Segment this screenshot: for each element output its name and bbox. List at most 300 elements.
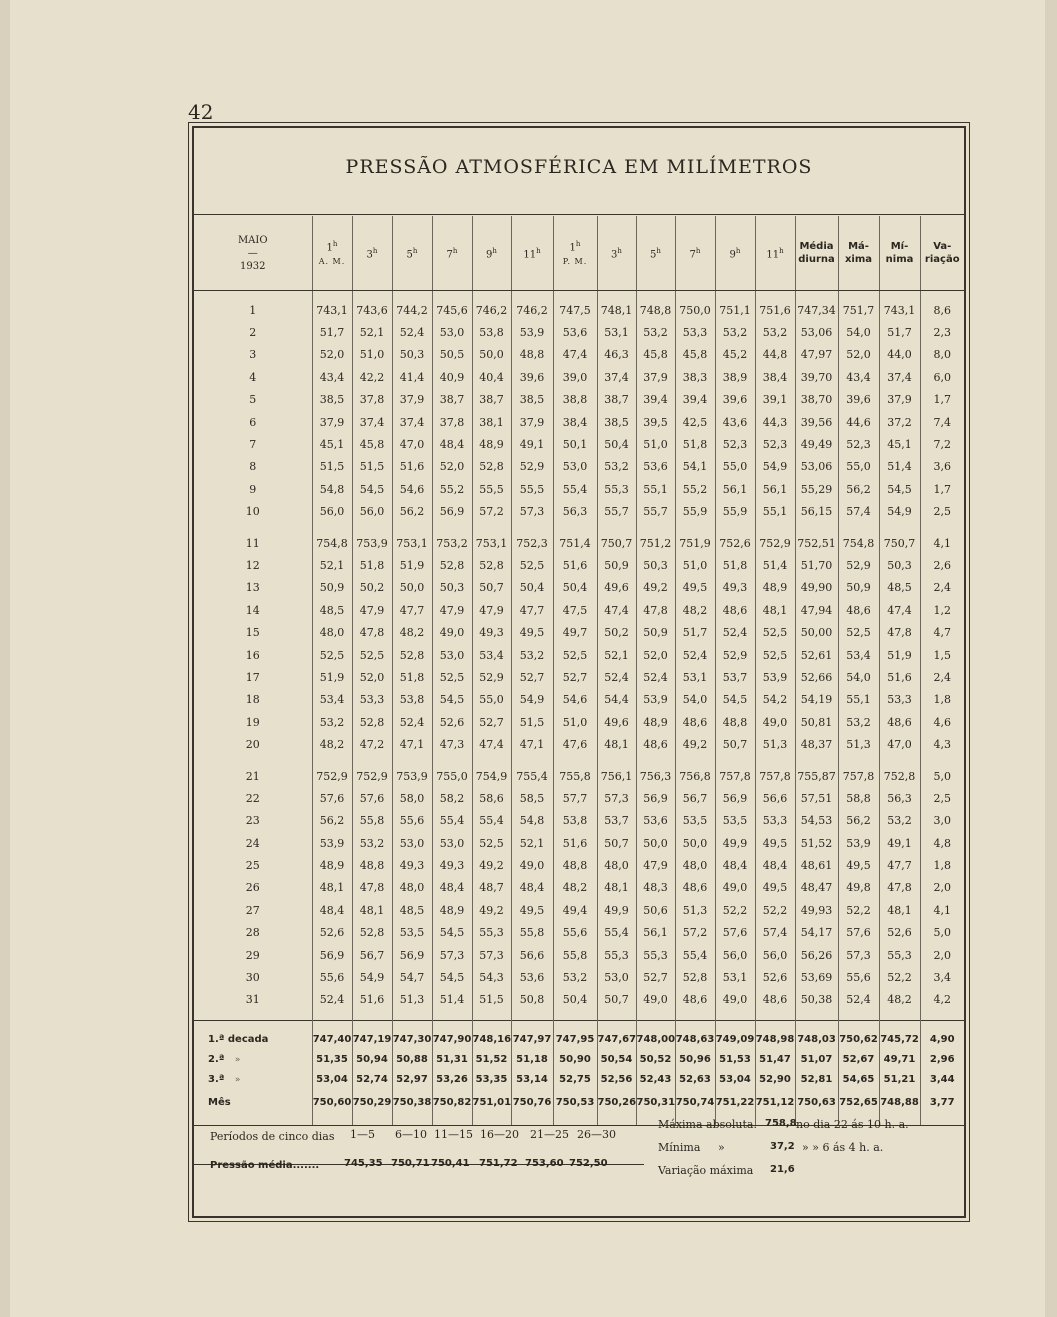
value-cell: 57,2 bbox=[472, 501, 511, 523]
value-cell: 48,8 bbox=[511, 344, 553, 366]
value-cell: 757,8 bbox=[838, 765, 879, 787]
spacer-cell bbox=[879, 1011, 920, 1021]
value-cell: 49,3 bbox=[432, 854, 472, 876]
value-cell: 50,0 bbox=[392, 577, 432, 599]
decade-value: 748,16 bbox=[472, 1021, 511, 1050]
value-cell: 47,4 bbox=[597, 599, 636, 621]
spacer-cell bbox=[511, 523, 553, 532]
value-cell: 7,2 bbox=[920, 433, 964, 455]
value-cell: 753,9 bbox=[392, 765, 432, 787]
decade-value: 748,00 bbox=[636, 1021, 675, 1050]
value-cell: 48,37 bbox=[795, 733, 838, 755]
value-cell: 55,8 bbox=[553, 944, 597, 966]
value-cell: 51,0 bbox=[636, 433, 675, 455]
value-cell: 54,0 bbox=[675, 689, 715, 711]
value-cell: 55,3 bbox=[597, 944, 636, 966]
table-row bbox=[194, 854, 964, 876]
value-cell: 752,3 bbox=[511, 532, 553, 554]
value-cell: 4,8 bbox=[920, 832, 964, 854]
value-cell: 49,4 bbox=[553, 899, 597, 921]
value-cell: 48,6 bbox=[675, 877, 715, 899]
decade-value: 748,03 bbox=[795, 1021, 838, 1050]
decade-label-cell bbox=[194, 1069, 312, 1089]
value-cell: 52,5 bbox=[755, 621, 795, 643]
value-cell: 49,49 bbox=[795, 433, 838, 455]
hour-suffix: h bbox=[575, 240, 581, 249]
value-cell: 52,6 bbox=[755, 966, 795, 988]
value-cell: 48,2 bbox=[879, 989, 920, 1011]
hour-suffix: h bbox=[412, 246, 418, 255]
spacer-cell bbox=[715, 523, 755, 532]
value-cell: 52,2 bbox=[838, 899, 879, 921]
value-cell: 744,2 bbox=[392, 299, 432, 321]
value-cell: 49,1 bbox=[511, 433, 553, 455]
value-cell: 39,1 bbox=[755, 389, 795, 411]
value-cell: 48,0 bbox=[675, 854, 715, 876]
value-cell: 5,0 bbox=[920, 765, 964, 787]
day-number: 8 bbox=[249, 460, 257, 474]
value-cell: 751,1 bbox=[715, 299, 755, 321]
hour-header bbox=[312, 216, 352, 291]
day-number: 19 bbox=[245, 715, 260, 729]
value-cell: 47,0 bbox=[392, 433, 432, 455]
value-cell: 52,8 bbox=[675, 966, 715, 988]
spacer-cell bbox=[920, 291, 964, 300]
decade-value: 52,56 bbox=[597, 1069, 636, 1089]
spacer-cell bbox=[194, 1011, 312, 1021]
spacer-cell bbox=[432, 1011, 472, 1021]
value-cell: 48,2 bbox=[312, 733, 352, 755]
day-number: 4 bbox=[249, 370, 257, 384]
value-cell: 40,4 bbox=[472, 366, 511, 388]
period-6: 26—30 bbox=[577, 1128, 616, 1141]
day-number: 6 bbox=[249, 415, 257, 429]
value-cell: 50,8 bbox=[511, 989, 553, 1011]
value-cell: 57,4 bbox=[838, 501, 879, 523]
day-number: 12 bbox=[245, 558, 260, 572]
decade-value: 53,04 bbox=[715, 1069, 755, 1089]
value-cell: 51,3 bbox=[675, 899, 715, 921]
value-cell: 53,8 bbox=[553, 810, 597, 832]
value-cell: 52,6 bbox=[312, 922, 352, 944]
value-cell: 48,4 bbox=[432, 433, 472, 455]
value-cell: 754,8 bbox=[312, 532, 352, 554]
value-cell: 50,4 bbox=[597, 433, 636, 455]
value-cell: 57,3 bbox=[838, 944, 879, 966]
decade-label: 3.ª bbox=[208, 1073, 225, 1085]
value-cell: 55,7 bbox=[636, 501, 675, 523]
value-cell: 48,6 bbox=[755, 989, 795, 1011]
value-cell: 53,7 bbox=[597, 810, 636, 832]
value-cell: 48,6 bbox=[675, 989, 715, 1011]
value-cell: 48,9 bbox=[472, 433, 511, 455]
value-cell: 52,8 bbox=[392, 644, 432, 666]
spacer-cell bbox=[392, 523, 432, 532]
value-cell: 52,7 bbox=[636, 966, 675, 988]
value-cell: 6,0 bbox=[920, 366, 964, 388]
spacer-row bbox=[194, 523, 964, 532]
hour-number: 9 bbox=[729, 249, 736, 261]
spacer-cell bbox=[553, 291, 597, 300]
decade-value: 50,88 bbox=[392, 1049, 432, 1069]
value-cell: 8,6 bbox=[920, 299, 964, 321]
hour-suffix: h bbox=[372, 246, 378, 255]
value-cell: 1,2 bbox=[920, 599, 964, 621]
value-cell: 50,3 bbox=[879, 554, 920, 576]
value-cell: 49,0 bbox=[511, 854, 553, 876]
hour-suffix: h bbox=[656, 246, 661, 255]
value-cell: 52,2 bbox=[755, 899, 795, 921]
value-cell: 51,8 bbox=[675, 433, 715, 455]
value-cell: 54,5 bbox=[432, 922, 472, 944]
decade-value: 747,95 bbox=[553, 1021, 597, 1050]
spacer-cell bbox=[795, 291, 838, 300]
decade-value: 52,43 bbox=[636, 1069, 675, 1089]
decade-value: 747,90 bbox=[432, 1021, 472, 1050]
value-cell: 47,8 bbox=[352, 877, 392, 899]
value-cell: 51,9 bbox=[392, 554, 432, 576]
spacer-cell bbox=[838, 523, 879, 532]
value-cell: 750,7 bbox=[879, 532, 920, 554]
value-cell: 54,9 bbox=[755, 456, 795, 478]
hour-number: 3 bbox=[611, 249, 618, 261]
spacer-cell bbox=[755, 756, 795, 765]
table-row bbox=[194, 321, 964, 343]
value-cell: 51,3 bbox=[392, 989, 432, 1011]
day-number: 27 bbox=[245, 903, 260, 917]
value-cell: 53,1 bbox=[597, 321, 636, 343]
periods-label: Períodos de cinco dias bbox=[210, 1130, 335, 1143]
value-cell: 55,3 bbox=[597, 478, 636, 500]
value-cell: 51,0 bbox=[553, 711, 597, 733]
value-cell: 39,4 bbox=[636, 389, 675, 411]
value-cell: 47,8 bbox=[879, 877, 920, 899]
value-cell: 57,3 bbox=[472, 944, 511, 966]
value-cell: 53,1 bbox=[675, 666, 715, 688]
value-cell: 56,3 bbox=[879, 787, 920, 809]
spacer-cell bbox=[194, 523, 312, 532]
value-cell: 37,9 bbox=[636, 366, 675, 388]
value-cell: 4,2 bbox=[920, 989, 964, 1011]
value-cell: 55,1 bbox=[636, 478, 675, 500]
value-cell: 52,1 bbox=[597, 644, 636, 666]
value-cell: 55,1 bbox=[755, 501, 795, 523]
value-cell: 54,5 bbox=[432, 966, 472, 988]
decade-label: 2.ª bbox=[208, 1053, 225, 1065]
value-cell: 49,1 bbox=[879, 832, 920, 854]
value-cell: 52,9 bbox=[472, 666, 511, 688]
spacer-cell bbox=[194, 756, 312, 765]
value-cell: 1,8 bbox=[920, 854, 964, 876]
value-cell: 49,0 bbox=[715, 989, 755, 1011]
value-cell: 755,8 bbox=[553, 765, 597, 787]
value-cell: 55,9 bbox=[675, 501, 715, 523]
decade-value: 747,97 bbox=[511, 1021, 553, 1050]
spacer-row bbox=[194, 756, 964, 765]
month-value: 750,53 bbox=[553, 1089, 597, 1115]
decade-value: 50,52 bbox=[636, 1049, 675, 1069]
value-cell: 52,5 bbox=[838, 621, 879, 643]
ditto-mark: » bbox=[234, 1054, 241, 1065]
table-row bbox=[194, 922, 964, 944]
decade-value: 53,35 bbox=[472, 1069, 511, 1089]
value-cell: 48,7 bbox=[472, 877, 511, 899]
day-number: 23 bbox=[245, 814, 260, 828]
value-cell: 55,4 bbox=[432, 810, 472, 832]
value-cell: 4,6 bbox=[920, 711, 964, 733]
value-cell: 56,0 bbox=[352, 501, 392, 523]
decade-value: 50,96 bbox=[675, 1049, 715, 1069]
day-number: 5 bbox=[249, 393, 257, 407]
value-cell: 52,4 bbox=[838, 989, 879, 1011]
hour-number: 1 bbox=[326, 242, 333, 254]
value-cell: 56,26 bbox=[795, 944, 838, 966]
value-cell: 53,5 bbox=[715, 810, 755, 832]
value-cell: 746,2 bbox=[511, 299, 553, 321]
month-value: 750,29 bbox=[352, 1089, 392, 1115]
value-cell: 49,6 bbox=[597, 577, 636, 599]
value-cell: 42,5 bbox=[675, 411, 715, 433]
spacer-cell bbox=[472, 291, 511, 300]
value-cell: 48,6 bbox=[838, 599, 879, 621]
value-cell: 53,4 bbox=[472, 644, 511, 666]
value-cell: 48,2 bbox=[675, 599, 715, 621]
value-cell: 49,5 bbox=[511, 899, 553, 921]
value-cell: 752,9 bbox=[755, 532, 795, 554]
value-cell: 53,3 bbox=[352, 689, 392, 711]
value-cell: 748,8 bbox=[636, 299, 675, 321]
value-cell: 56,9 bbox=[392, 944, 432, 966]
value-cell: 54,9 bbox=[352, 966, 392, 988]
value-cell: 743,6 bbox=[352, 299, 392, 321]
value-cell: 55,1 bbox=[838, 689, 879, 711]
value-cell: 49,5 bbox=[755, 877, 795, 899]
value-cell: 53,2 bbox=[597, 456, 636, 478]
value-cell: 47,9 bbox=[352, 599, 392, 621]
value-cell: 54,6 bbox=[392, 478, 432, 500]
value-cell: 47,5 bbox=[553, 599, 597, 621]
value-cell: 54,19 bbox=[795, 689, 838, 711]
value-cell: 50,81 bbox=[795, 711, 838, 733]
month-value: 750,60 bbox=[312, 1089, 352, 1115]
value-cell: 38,4 bbox=[755, 366, 795, 388]
page-title: PRESSÃO ATMOSFÉRICA EM MILÍMETROS bbox=[345, 156, 813, 178]
value-cell: 53,1 bbox=[715, 966, 755, 988]
value-cell: 51,7 bbox=[879, 321, 920, 343]
max-abs-value: 758,8 bbox=[765, 1118, 797, 1129]
decade-row bbox=[194, 1069, 964, 1089]
day-number: 24 bbox=[245, 836, 260, 850]
value-cell: 48,5 bbox=[312, 599, 352, 621]
pressao-2: 750,71 bbox=[391, 1158, 430, 1169]
value-cell: 52,9 bbox=[511, 456, 553, 478]
value-cell: 49,9 bbox=[715, 832, 755, 854]
pressao-3: 750,41 bbox=[431, 1158, 470, 1169]
value-cell: 45,8 bbox=[636, 344, 675, 366]
value-cell: 5,0 bbox=[920, 922, 964, 944]
value-cell: 51,5 bbox=[352, 456, 392, 478]
table-row bbox=[194, 765, 964, 787]
value-cell: 47,3 bbox=[432, 733, 472, 755]
decade-label-cell bbox=[194, 1049, 312, 1069]
value-cell: 752,6 bbox=[715, 532, 755, 554]
value-cell: 37,9 bbox=[312, 411, 352, 433]
min-note: » » 6 ás 4 h. a. bbox=[802, 1141, 884, 1154]
value-cell: 50,38 bbox=[795, 989, 838, 1011]
decade-value: 49,71 bbox=[879, 1049, 920, 1069]
day-number: 26 bbox=[245, 881, 260, 895]
value-cell: 37,9 bbox=[879, 389, 920, 411]
value-cell: 48,1 bbox=[312, 877, 352, 899]
value-cell: 50,9 bbox=[312, 577, 352, 599]
value-cell: 52,3 bbox=[715, 433, 755, 455]
value-cell: 48,8 bbox=[352, 854, 392, 876]
value-cell: 58,8 bbox=[838, 787, 879, 809]
value-cell: 53,9 bbox=[312, 832, 352, 854]
table-row bbox=[194, 832, 964, 854]
decade-value: 50,54 bbox=[597, 1049, 636, 1069]
month-value: 750,63 bbox=[795, 1089, 838, 1115]
table-row bbox=[194, 689, 964, 711]
value-cell: 55,8 bbox=[511, 922, 553, 944]
decade-value: 51,52 bbox=[472, 1049, 511, 1069]
min-value: 37,2 bbox=[770, 1141, 795, 1152]
value-cell: 49,2 bbox=[472, 854, 511, 876]
value-cell: 43,6 bbox=[715, 411, 755, 433]
value-cell: 48,9 bbox=[755, 577, 795, 599]
decade-value: 747,67 bbox=[597, 1021, 636, 1050]
day-number: 16 bbox=[245, 648, 260, 662]
value-cell: 48,4 bbox=[715, 854, 755, 876]
value-cell: 52,4 bbox=[392, 321, 432, 343]
max-abs-note: no dia 22 ás 10 h. a. bbox=[796, 1118, 909, 1131]
spacer-cell bbox=[920, 1011, 964, 1021]
pressao-5: 753,60 bbox=[525, 1158, 564, 1169]
value-cell: 50,9 bbox=[838, 577, 879, 599]
value-cell: 49,5 bbox=[511, 621, 553, 643]
value-cell: 57,2 bbox=[675, 922, 715, 944]
value-cell: 44,3 bbox=[755, 411, 795, 433]
value-cell: 47,6 bbox=[553, 733, 597, 755]
value-cell: 51,6 bbox=[879, 666, 920, 688]
value-cell: 48,4 bbox=[312, 899, 352, 921]
value-cell: 743,1 bbox=[879, 299, 920, 321]
value-cell: 55,4 bbox=[597, 922, 636, 944]
day-number: 22 bbox=[245, 791, 260, 805]
value-cell: 48,6 bbox=[715, 599, 755, 621]
value-cell: 47,7 bbox=[879, 854, 920, 876]
day-number: 10 bbox=[245, 505, 260, 519]
value-cell: 52,61 bbox=[795, 644, 838, 666]
hour-header bbox=[597, 216, 636, 291]
value-cell: 47,4 bbox=[472, 733, 511, 755]
value-cell: 55,5 bbox=[511, 478, 553, 500]
decade-row bbox=[194, 1021, 964, 1050]
month-value: 3,77 bbox=[920, 1089, 964, 1115]
value-cell: 55,5 bbox=[472, 478, 511, 500]
value-cell: 52,5 bbox=[352, 644, 392, 666]
value-cell: 48,2 bbox=[553, 877, 597, 899]
hour-number: 7 bbox=[689, 249, 696, 261]
value-cell: 55,0 bbox=[472, 689, 511, 711]
value-cell: 54,9 bbox=[511, 689, 553, 711]
value-cell: 52,5 bbox=[553, 644, 597, 666]
value-cell: 54,8 bbox=[511, 810, 553, 832]
value-cell: 753,2 bbox=[432, 532, 472, 554]
decade-value: 52,81 bbox=[795, 1069, 838, 1089]
value-cell: 57,6 bbox=[352, 787, 392, 809]
value-cell: 51,3 bbox=[838, 733, 879, 755]
table-row bbox=[194, 733, 964, 755]
spacer-cell bbox=[472, 523, 511, 532]
spacer-cell bbox=[352, 291, 392, 300]
value-cell: 48,5 bbox=[879, 577, 920, 599]
spacer-cell bbox=[795, 756, 838, 765]
value-cell: 55,6 bbox=[838, 966, 879, 988]
value-cell: 54,53 bbox=[795, 810, 838, 832]
day-number: 13 bbox=[245, 581, 260, 595]
value-cell: 753,1 bbox=[472, 532, 511, 554]
spacer-cell bbox=[472, 756, 511, 765]
value-cell: 48,1 bbox=[352, 899, 392, 921]
meridiem-label: A. M. bbox=[318, 256, 346, 266]
value-cell: 753,1 bbox=[392, 532, 432, 554]
value-cell: 754,9 bbox=[472, 765, 511, 787]
value-cell: 51,3 bbox=[755, 733, 795, 755]
value-cell: 55,8 bbox=[352, 810, 392, 832]
value-cell: 51,8 bbox=[715, 554, 755, 576]
spacer-cell bbox=[392, 291, 432, 300]
value-cell: 53,2 bbox=[636, 321, 675, 343]
decade-value: 52,97 bbox=[392, 1069, 432, 1089]
value-cell: 53,9 bbox=[636, 689, 675, 711]
value-cell: 52,6 bbox=[879, 922, 920, 944]
hour-header bbox=[715, 216, 755, 291]
value-cell: 37,4 bbox=[879, 366, 920, 388]
value-cell: 53,2 bbox=[352, 832, 392, 854]
value-cell: 7,4 bbox=[920, 411, 964, 433]
decade-value: 53,26 bbox=[432, 1069, 472, 1089]
value-cell: 52,0 bbox=[432, 456, 472, 478]
value-cell: 56,1 bbox=[636, 922, 675, 944]
value-cell: 50,00 bbox=[795, 621, 838, 643]
value-cell: 43,4 bbox=[838, 366, 879, 388]
value-cell: 54,5 bbox=[879, 478, 920, 500]
value-cell: 52,7 bbox=[553, 666, 597, 688]
spacer-cell bbox=[194, 291, 312, 300]
value-cell: 55,29 bbox=[795, 478, 838, 500]
value-cell: 52,4 bbox=[715, 621, 755, 643]
value-cell: 54,9 bbox=[879, 501, 920, 523]
value-cell: 56,6 bbox=[755, 787, 795, 809]
min-ditto: » bbox=[718, 1141, 725, 1154]
value-cell: 49,0 bbox=[715, 877, 755, 899]
hour-suffix: h bbox=[617, 246, 622, 255]
hour-header bbox=[432, 216, 472, 291]
table-row bbox=[194, 433, 964, 455]
spacer-cell bbox=[675, 291, 715, 300]
table-row bbox=[194, 787, 964, 809]
hour-header bbox=[636, 216, 675, 291]
value-cell: 55,7 bbox=[597, 501, 636, 523]
value-cell: 52,0 bbox=[838, 344, 879, 366]
decade-value: 2,96 bbox=[920, 1049, 964, 1069]
table-row bbox=[194, 621, 964, 643]
hour-number: 11 bbox=[523, 249, 537, 261]
table-row bbox=[194, 389, 964, 411]
value-cell: 58,5 bbox=[511, 787, 553, 809]
spacer-cell bbox=[553, 523, 597, 532]
